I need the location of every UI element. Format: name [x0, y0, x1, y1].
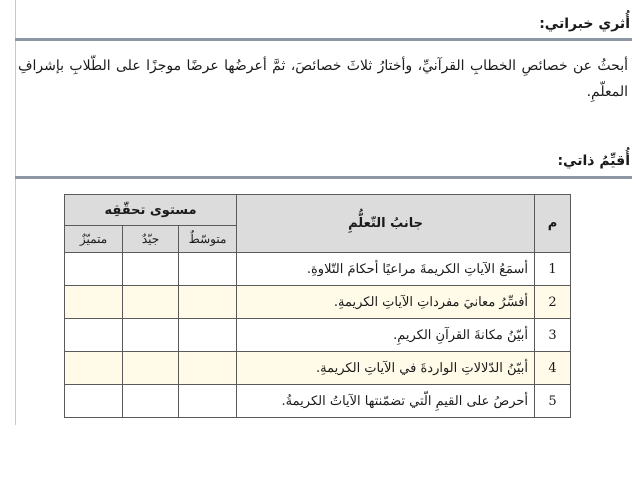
- table-row: [65, 352, 571, 385]
- table-row: [65, 286, 571, 319]
- row-number: 3: [535, 319, 571, 352]
- row-number: 5: [535, 385, 571, 418]
- row-text: أفسِّرُ معانيَ مفرداتِ الآياتِ الكريمةِ.: [237, 286, 535, 319]
- rating-cell-good[interactable]: [123, 319, 179, 352]
- row-number: 1: [535, 253, 571, 286]
- header-number: م: [535, 195, 571, 253]
- rating-cell-good[interactable]: [123, 286, 179, 319]
- rating-cell-excellent[interactable]: [65, 352, 123, 385]
- rating-cell-average[interactable]: [179, 352, 237, 385]
- rating-cell-average[interactable]: [179, 319, 237, 352]
- section-heading-enrich: أُثري خبراتي:: [539, 16, 630, 32]
- left-margin-rule: [15, 0, 16, 425]
- rating-cell-good[interactable]: [123, 253, 179, 286]
- section-heading-rule: [15, 38, 632, 41]
- header-level-good: جيّدٌ: [123, 226, 179, 253]
- row-text: أبيّنُ مكانةَ القرآنِ الكريمِ.: [237, 319, 535, 352]
- row-text: أبيّنُ الدّلالاتِ الواردةَ في الآياتِ الكريمةِ.: [237, 352, 535, 385]
- activity-paragraph: أبحثُ عن خصائصِ الخطابِ القرآنيِّ، وأختارُ ثلاثَ خصائصَ، ثمَّ أعرضُها عرضًا موجزًا على الطّلابِ بإشرافِ المعلّمِ.: [18, 58, 628, 100]
- row-text: أحرصُ على القيمِ الّتي تضمّنتها الآياتُ الكريمةُ.: [237, 385, 535, 418]
- rating-cell-good[interactable]: [123, 385, 179, 418]
- header-level-excellent: متميّزٌ: [65, 226, 123, 253]
- rating-cell-average[interactable]: [179, 253, 237, 286]
- section-heading-self-assessment: أُقيِّمُ ذاتي:: [557, 153, 630, 169]
- header-level-average: متوسّطٌ: [179, 226, 237, 253]
- rating-cell-excellent[interactable]: [65, 253, 123, 286]
- section-heading-rule: [15, 176, 632, 179]
- rating-cell-average[interactable]: [179, 286, 237, 319]
- row-number: 4: [535, 352, 571, 385]
- self-assessment-table: [64, 194, 570, 418]
- rating-cell-excellent[interactable]: [65, 385, 123, 418]
- row-text: أسمَعُ الآياتِ الكريمةَ مراعيًا أحكامَ التّلاوةِ.: [237, 253, 535, 286]
- rating-cell-good[interactable]: [123, 352, 179, 385]
- rating-cell-excellent[interactable]: [65, 319, 123, 352]
- row-number: 2: [535, 286, 571, 319]
- table-row: [65, 319, 571, 352]
- table-row: [65, 385, 571, 418]
- rating-cell-average[interactable]: [179, 385, 237, 418]
- header-achievement-level: مستوى تحقّقِه: [65, 195, 237, 226]
- table-row: [65, 253, 571, 286]
- header-learning-aspect: جانبُ التّعلُّمِ: [237, 195, 535, 253]
- rating-cell-excellent[interactable]: [65, 286, 123, 319]
